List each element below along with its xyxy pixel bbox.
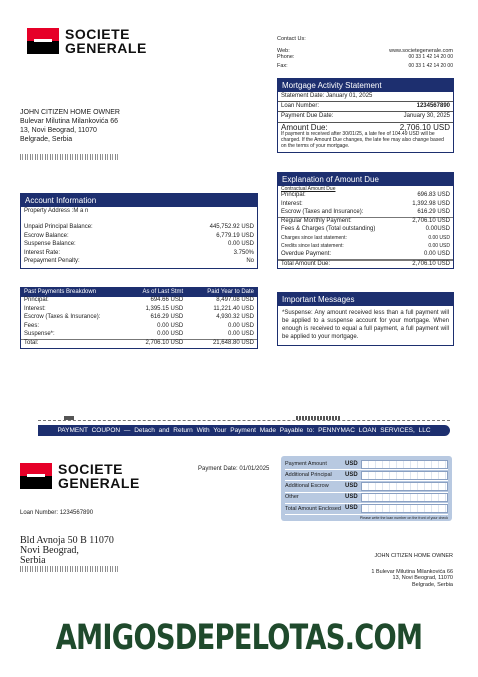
explanation-row	[278, 226, 453, 235]
coupon-form-currency: USD	[345, 505, 358, 512]
pp-label: Suspense*:	[24, 330, 55, 337]
amount-due-label: Amount Due:	[281, 122, 328, 132]
account-info-value: No	[246, 258, 254, 265]
coupon-amount-input[interactable]	[361, 504, 448, 513]
explanation-label: Escrow (Taxes and Insurance):	[281, 209, 364, 216]
explanation-label: Regular Monthly Payment:	[281, 217, 352, 224]
pp-last-stmt: 0.00 USD	[157, 330, 184, 337]
remit-line1: Bld Avnoja 50 B 11070	[20, 535, 114, 546]
fold-marker	[296, 416, 340, 420]
phone-value: 00 33 1 42 14 20 00	[408, 54, 453, 61]
logo-line1: SOCIETE	[65, 26, 130, 42]
coupon-loan-number: Loan Number: 1234567890	[20, 510, 94, 516]
explanation-label: Overdue Payment:	[281, 250, 332, 257]
loan-number-label: Loan Number:	[281, 103, 320, 110]
explanation-value: 2,706.10 USD	[412, 217, 450, 224]
due-date-label: Payment Due Date:	[281, 113, 334, 120]
account-info-row	[24, 233, 254, 242]
explanation-row	[278, 209, 453, 218]
explanation-value: 2,706.10 USD	[412, 260, 450, 267]
explanation-value: 1,392.98 USD	[412, 200, 450, 207]
pp-label: Interest:	[24, 305, 46, 312]
pp-ytd: 8,497.08 USD	[216, 297, 254, 304]
coupon-form-rows	[285, 459, 448, 515]
explanation-label: Charges since last statement:	[281, 234, 347, 241]
past-payments-row	[21, 297, 257, 306]
coupon-form-currency: USD	[345, 460, 358, 467]
account-info-label: Unpaid Principal Balance:	[24, 224, 93, 231]
account-info-label: Interest Rate:	[24, 249, 61, 256]
explanation-row	[278, 260, 453, 269]
mortgage-statement-box	[277, 78, 454, 153]
loan-number-value: 1234567890	[416, 103, 450, 110]
remit-line2: Novi Beograd,	[20, 545, 79, 556]
statement-date: Statement Date: January 01, 2025	[278, 92, 453, 102]
important-box	[277, 292, 454, 346]
coupon-logo	[20, 461, 140, 491]
coupon-logo-mark	[20, 463, 52, 489]
explanation-subtitle: Contractual Amount Due	[281, 186, 336, 192]
bank-logo	[27, 26, 147, 56]
sender-line1: 1 Bulevar Milutina Milankovića 66	[371, 568, 453, 575]
explanation-value: 0.00 USD	[428, 242, 450, 249]
explanation-label: Interest:	[281, 200, 303, 207]
addressee-block	[20, 108, 120, 144]
coupon-form-row	[285, 481, 448, 492]
due-date-value: January 30, 2025	[403, 113, 450, 120]
coupon-form-label: Total Amount Enclosed	[285, 505, 341, 512]
pp-ytd: 21,648.80 USD	[212, 339, 254, 346]
scissor-marker	[64, 416, 74, 420]
sender-line2: 13, Novi Beograd, 11070	[392, 575, 453, 581]
sender-address	[340, 553, 453, 588]
fax-value: 00 33 1 42 14 20 00	[408, 62, 453, 69]
property-address: Property Address :M a n	[24, 208, 89, 214]
account-info-label: Prepayment Penalty:	[24, 258, 80, 265]
pp-label: Principal:	[24, 297, 49, 304]
account-info-row	[24, 258, 254, 267]
pp-ytd: 4,930.32 USD	[216, 314, 254, 321]
coupon-form-label: Additional Principal	[285, 471, 332, 478]
pp-last-stmt: 616.29 USD	[150, 314, 184, 321]
postal-barcode	[20, 154, 120, 160]
explanation-row	[278, 243, 453, 251]
pp-last-stmt: 1,395.15 USD	[145, 305, 184, 312]
account-info-row	[24, 224, 254, 233]
pp-label: Fees:	[24, 322, 40, 329]
account-info-title: Account Information	[21, 194, 257, 207]
coupon-form-row	[285, 504, 448, 515]
explanation-value: 616.29 USD	[417, 209, 450, 216]
explanation-row	[278, 235, 453, 243]
important-text: *Suspense: Any amount received less than a full payment will be applied to a suspense account for your mortgage. When enough is received to equal a full payment, a full payment will be applied to your mortgage.	[282, 310, 449, 340]
coupon-form-row	[285, 493, 448, 504]
past-payments-row	[21, 331, 257, 340]
account-info-row	[24, 250, 254, 259]
coupon-amount-input[interactable]	[361, 482, 448, 491]
coupon-form-currency: USD	[345, 494, 358, 501]
explanation-rows	[278, 192, 453, 268]
past-payments-box	[20, 287, 258, 349]
past-payments-table	[21, 288, 257, 348]
account-info-value: 6,779.19 USD	[216, 232, 254, 239]
pp-ytd: 11,221.40 USD	[213, 305, 254, 312]
logo-line2: GENERALE	[65, 40, 147, 56]
web-value[interactable]: www.societegenerale.com	[389, 47, 453, 54]
watermark-text: AMIGOSDEPELOTAS.COM	[55, 618, 423, 658]
addressee-name: JOHN CITIZEN HOME OWNER	[20, 109, 120, 116]
account-info-value: 0.00 USD	[227, 241, 254, 248]
coupon-form-label: Additional Escrow	[285, 483, 329, 490]
explanation-label: Total Amount Due:	[281, 260, 331, 267]
account-info-row	[24, 241, 254, 250]
explanation-label: Principal:	[281, 192, 306, 198]
account-info-value: 3.750%	[233, 249, 254, 256]
coupon-barcode	[20, 566, 120, 572]
remit-address	[20, 536, 114, 566]
addressee-country: Belgrade, Serbia	[20, 136, 73, 143]
explanation-title: Explanation of Amount Due	[278, 173, 453, 186]
explanation-value: 0.00 USD	[428, 234, 450, 241]
explanation-row	[278, 218, 453, 227]
coupon-logo-line2: GENERALE	[58, 475, 140, 491]
coupon-form-currency: USD	[345, 471, 358, 478]
contact-block	[277, 36, 453, 69]
addressee-city: 13, Novi Beograd, 11070	[20, 127, 97, 134]
amount-due-value: 2,706.10 USD	[399, 122, 450, 132]
explanation-value: 0.00 USD	[423, 250, 450, 257]
coupon-form-row	[285, 459, 448, 470]
coupon-form-note: Please write the loan number on the front of your check	[359, 515, 448, 520]
pp-ytd: 0.00 USD	[227, 322, 254, 329]
explanation-value: 0.00USD	[425, 226, 450, 233]
account-info-rows	[21, 224, 257, 268]
pp-ytd: 0.00 USD	[227, 330, 254, 337]
explanation-label: Fees & Charges (Total outstanding)	[281, 226, 376, 233]
fax-label: Fax:	[277, 62, 288, 69]
past-payments-row	[21, 305, 257, 314]
explanation-row	[278, 251, 453, 260]
past-payments-row	[21, 314, 257, 323]
account-info-label: Escrow Balance:	[24, 232, 69, 239]
coupon-form-label: Other	[285, 494, 299, 501]
contact-title: Contact Us:	[277, 36, 306, 42]
addressee-street: Bulevar Milutina Milankovića 66	[20, 118, 119, 125]
account-info-box	[20, 193, 258, 269]
pp-last-stmt: 0.00 USD	[157, 322, 184, 329]
coupon-logo-line1: SOCIETE	[58, 461, 123, 477]
past-payments-row	[21, 339, 257, 348]
explanation-row	[278, 192, 453, 201]
coupon-form-label: Payment Amount	[285, 460, 327, 467]
coupon-payment-date: Payment Date: 01/01/2025	[198, 466, 270, 472]
explanation-box	[277, 172, 454, 269]
explanation-value: 696.83 USD	[417, 192, 450, 198]
pp-header-label: Past Payments Breakdown	[24, 288, 97, 295]
mortgage-statement-title: Mortgage Activity Statement	[278, 79, 453, 92]
coupon-banner: PAYMENT COUPON — Detach and Return With Your Payment Made Payable to: PENNYMAC LOAN SERVICES, LLC	[38, 425, 450, 436]
coupon-amount-input[interactable]	[361, 460, 448, 469]
pp-header-ytd: Paid Year to Date	[207, 288, 254, 295]
important-title: Important Messages	[278, 293, 453, 306]
logo-mark	[27, 28, 59, 54]
sender-name: JOHN CITIZEN HOME OWNER	[374, 553, 453, 559]
web-label: Web:	[277, 47, 290, 54]
account-info-value: 445,752.92 USD	[209, 224, 254, 231]
coupon-form-row	[285, 470, 448, 481]
coupon-amount-input[interactable]	[361, 471, 448, 480]
pp-last-stmt: 694.66 USD	[150, 297, 184, 304]
coupon-amount-input[interactable]	[361, 493, 448, 502]
pp-last-stmt: 2,706.10 USD	[145, 339, 184, 346]
coupon-form	[281, 456, 452, 521]
remit-line3: Serbia	[20, 555, 46, 566]
sender-line3: Belgrade, Serbia	[412, 581, 453, 588]
phone-label: Phone:	[277, 54, 295, 61]
explanation-row	[278, 201, 453, 210]
pp-header-last: As of Last Stmt	[142, 288, 184, 295]
detach-line	[38, 420, 450, 421]
account-info-label: Suspense Balance:	[24, 241, 76, 248]
explanation-label: Credits since last statement:	[281, 242, 344, 249]
pp-label: Total:	[24, 339, 39, 346]
pp-label: Escrow (Taxes & Insurance):	[24, 314, 101, 321]
past-payments-row	[21, 322, 257, 331]
coupon-form-currency: USD	[345, 482, 358, 489]
late-fee-note: If payment is received after 30/01/25, a late fee of 104.49 USD will be charged. If the Amount Due changes, the late fee may also change based on the terms of your mortgage.	[281, 131, 444, 149]
